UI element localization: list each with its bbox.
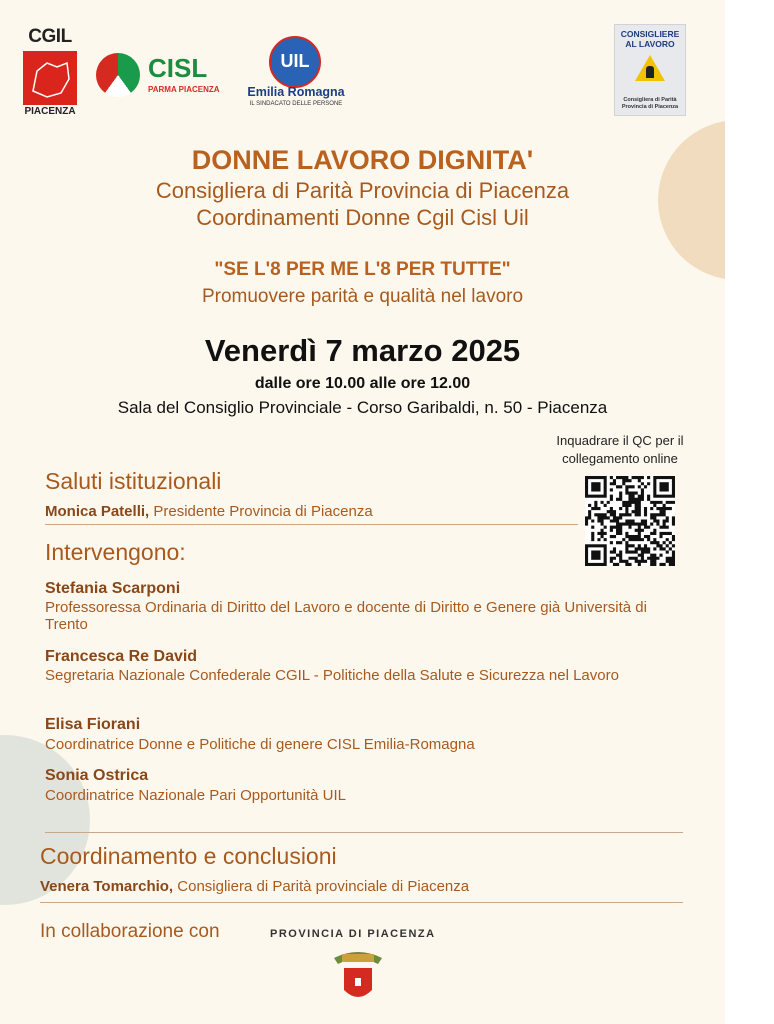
event-quote: "SE L'8 PER ME L'8 PER TUTTE" xyxy=(214,259,511,280)
conclusioni-heading: Coordinamento e conclusioni xyxy=(40,843,337,869)
cgil-logo xyxy=(20,26,80,116)
provincia-crest-icon xyxy=(330,944,386,1008)
speaker-name: Stefania Scarponi xyxy=(45,580,181,597)
uil-globe-icon xyxy=(269,36,321,88)
uil-logo-name: Emilia Romagna xyxy=(247,85,345,99)
saluti-role: Presidente Provincia di Piacenza xyxy=(149,503,373,520)
consigliere-logo-title: CONSIGLIERE AL LAVORO xyxy=(620,29,680,49)
consigliere-logo-sub: Consigliera di Parità Provincia di Piacenza xyxy=(621,97,679,110)
speaker-name: Elisa Fiorani xyxy=(45,716,141,733)
event-promo: Promuovere parità e qualità nel lavoro xyxy=(201,286,524,307)
speaker-role: Professoressa Ordinaria di Diritto del Lavoro e docente di Diritto e Genere già Università di Trento xyxy=(45,599,647,633)
conclusioni-role: Consigliera di Parità provinciale di Piacenza xyxy=(173,878,470,895)
provincia-name: PROVINCIA DI PIACENZA xyxy=(270,928,436,940)
conclusioni-name: Venera Tomarchio, xyxy=(40,878,174,895)
cisl-logo-name: CISL xyxy=(148,53,208,83)
uil-logo xyxy=(236,36,356,112)
divider xyxy=(40,902,683,903)
interventi-heading: Intervengono: xyxy=(45,539,186,565)
saluti-heading: Saluti istituzionali xyxy=(45,468,222,494)
cisl-flag-icon xyxy=(96,53,140,97)
event-venue: Sala del Consiglio Provinciale - Corso Garibaldi, n. 50 - Piacenza xyxy=(117,398,608,417)
event-title: DONNE LAVORO DIGNITA' xyxy=(191,145,534,175)
speaker-role: Coordinatrice Nazionale Pari Opportunità UIL xyxy=(45,787,346,804)
cisl-logo xyxy=(96,50,226,100)
consigliere-logo xyxy=(614,24,686,116)
collaboration-label: In collaborazione con xyxy=(40,921,220,942)
event-subtitle-2: Coordinamenti Donne Cgil Cisl Uil xyxy=(196,205,529,230)
uil-logo-sub: IL SINDACATO DELLE PERSONE xyxy=(249,101,343,107)
cgil-logo-map-icon xyxy=(23,51,77,105)
speaker-name: Sonia Ostrica xyxy=(45,767,149,784)
saluti-row xyxy=(45,503,373,520)
uil-logo-short: UIL xyxy=(280,51,310,71)
event-time: dalle ore 10.00 alle ore 12.00 xyxy=(254,375,471,392)
saluti-name: Monica Patelli, xyxy=(45,503,150,520)
speaker-name: Francesca Re David xyxy=(45,648,198,665)
cgil-logo-city: PIACENZA xyxy=(24,106,76,117)
qr-code[interactable] xyxy=(585,476,675,566)
woman-figure-icon xyxy=(646,66,654,78)
cisl-logo-sub: PARMA PIACENZA xyxy=(148,85,220,94)
qr-caption: Inquadrare il QC per il collegamento online xyxy=(556,433,684,466)
cgil-logo-name: CGIL xyxy=(28,26,72,47)
conclusioni-row xyxy=(40,878,469,895)
event-subtitle-1: Consigliera di Parità Provincia di Piacenza xyxy=(155,178,570,203)
divider xyxy=(45,832,683,833)
speaker-role: Segretaria Nazionale Confederale CGIL - Politiche della Salute e Sicurezza nel Lavoro xyxy=(45,667,619,684)
divider xyxy=(45,524,578,525)
event-date: Venerdì 7 marzo 2025 xyxy=(204,333,521,368)
speaker-role: Coordinatrice Donne e Politiche di genere CISL Emilia-Romagna xyxy=(45,736,475,753)
